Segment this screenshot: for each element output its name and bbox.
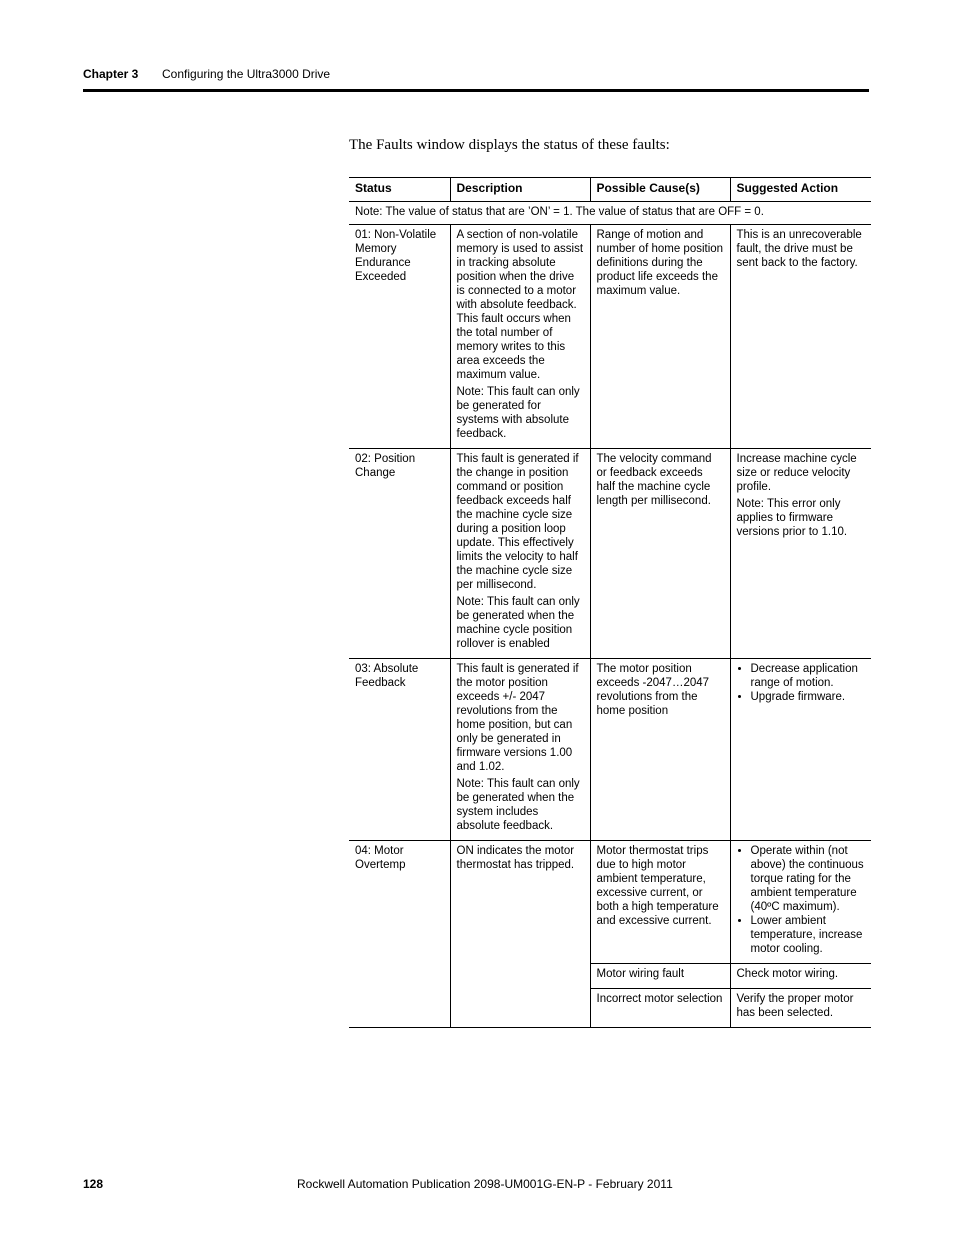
action-bullet-item: • Upgrade firmware.: [751, 690, 866, 704]
fault-status-cell: 04: Motor Overtemp: [349, 841, 450, 1028]
chapter-label: Chapter 3: [83, 67, 139, 81]
table-note: Note: The value of status that are ’ON’ = 1. The value of status that are OFF = 0.: [349, 202, 871, 225]
fault-status-cell: 01: Non-Volatile Memory Endurance Exceeded: [349, 225, 450, 449]
column-header-status: Status: [349, 178, 450, 202]
description-paragraph: This fault is generated if the change in position command or position feedback exceeds half the machine cycle size during a position loop update. This effectively limits the velocity to half the machine cycle size per millisecond.: [456, 453, 579, 591]
fault-action-cell: [730, 964, 871, 989]
page-number: 128: [83, 1177, 104, 1191]
publication-info: Rockwell Automation Publication 2098-UM001G-EN-P - February 2011: [297, 1177, 673, 1191]
fault-cause-cell: Motor wiring fault: [590, 964, 730, 989]
column-header-causes: Possible Cause(s): [590, 178, 730, 202]
fault-cause-cell: The velocity command or feedback exceeds half the machine cycle length per millisecond.: [590, 449, 730, 659]
fault-description-cell: [450, 659, 590, 841]
chapter-title: Configuring the Ultra3000 Drive: [162, 67, 331, 81]
action-bullet-list: [737, 844, 866, 956]
description-paragraph: Note: This fault can only be generated when the system includes absolute feedback.: [456, 778, 580, 832]
faults-table-body: [349, 202, 871, 1028]
action-paragraph: This is an unrecoverable fault, the drive must be sent back to the factory.: [736, 229, 862, 269]
fault-action-cell: [730, 449, 871, 659]
action-paragraph: Verify the proper motor has been selected.: [736, 993, 854, 1019]
fault-action-cell: [730, 989, 871, 1028]
action-bullet-item: • Operate within (not above) the continuous torque rating for the ambient temperature (40ºC maximum).: [751, 844, 866, 914]
table-row: [349, 659, 871, 841]
fault-cause-cell: Range of motion and number of home position definitions during the product life exceeds the maximum value.: [590, 225, 730, 449]
table-row: [349, 225, 871, 449]
description-paragraph: ON indicates the motor thermostat has tripped.: [456, 845, 575, 871]
faults-table: [349, 177, 871, 1028]
fault-cause-cell: The motor position exceeds -2047…2047 revolutions from the home position: [590, 659, 730, 841]
description-paragraph: Note: This fault can only be generated for systems with absolute feedback.: [456, 386, 580, 440]
fault-description-cell: [450, 449, 590, 659]
column-header-action: Suggested Action: [730, 178, 871, 202]
action-bullet-list: [737, 662, 866, 704]
fault-description-cell: [450, 225, 590, 449]
action-bullet-item: • Decrease application range of motion.: [751, 662, 866, 690]
column-header-description: Description: [450, 178, 590, 202]
fault-action-cell: [730, 841, 871, 964]
header-rule: [83, 89, 869, 92]
table-row: [349, 449, 871, 659]
fault-status-cell: 02: Position Change: [349, 449, 450, 659]
fault-description-cell: [450, 841, 590, 1028]
action-paragraph: Check motor wiring.: [736, 968, 839, 980]
note-row: [349, 202, 871, 225]
description-paragraph: Note: This fault can only be generated when the machine cycle position rollover is enabled: [456, 596, 580, 650]
fault-status-cell: 03: Absolute Feedback: [349, 659, 450, 841]
action-bullet-item: • Lower ambient temperature, increase motor cooling.: [751, 914, 866, 956]
intro-text: The Faults window displays the status of these faults:: [349, 137, 670, 153]
fault-action-cell: [730, 659, 871, 841]
fault-cause-cell: Motor thermostat trips due to high motor ambient temperature, excessive current, or both a high temperature and excessive current.: [590, 841, 730, 964]
description-paragraph: A section of non-volatile memory is used to assist in tracking absolute position when the drive is connected to a motor with absolute feedback. This fault occurs when the total number of memory writes to this area exceeds the maximum value.: [456, 229, 584, 381]
action-paragraph: Note: This error only applies to firmware versions prior to 1.10.: [736, 498, 848, 538]
table-header-row: [349, 178, 871, 202]
action-paragraph: Increase machine cycle size or reduce velocity profile.: [736, 453, 857, 493]
fault-cause-cell: Incorrect motor selection: [590, 989, 730, 1028]
description-paragraph: This fault is generated if the motor position exceeds +/- 2047 revolutions from the home position, but can only be generated in firmware versions 1.00 and 1.02.: [456, 663, 579, 773]
table-row: [349, 841, 871, 964]
fault-action-cell: [730, 225, 871, 449]
